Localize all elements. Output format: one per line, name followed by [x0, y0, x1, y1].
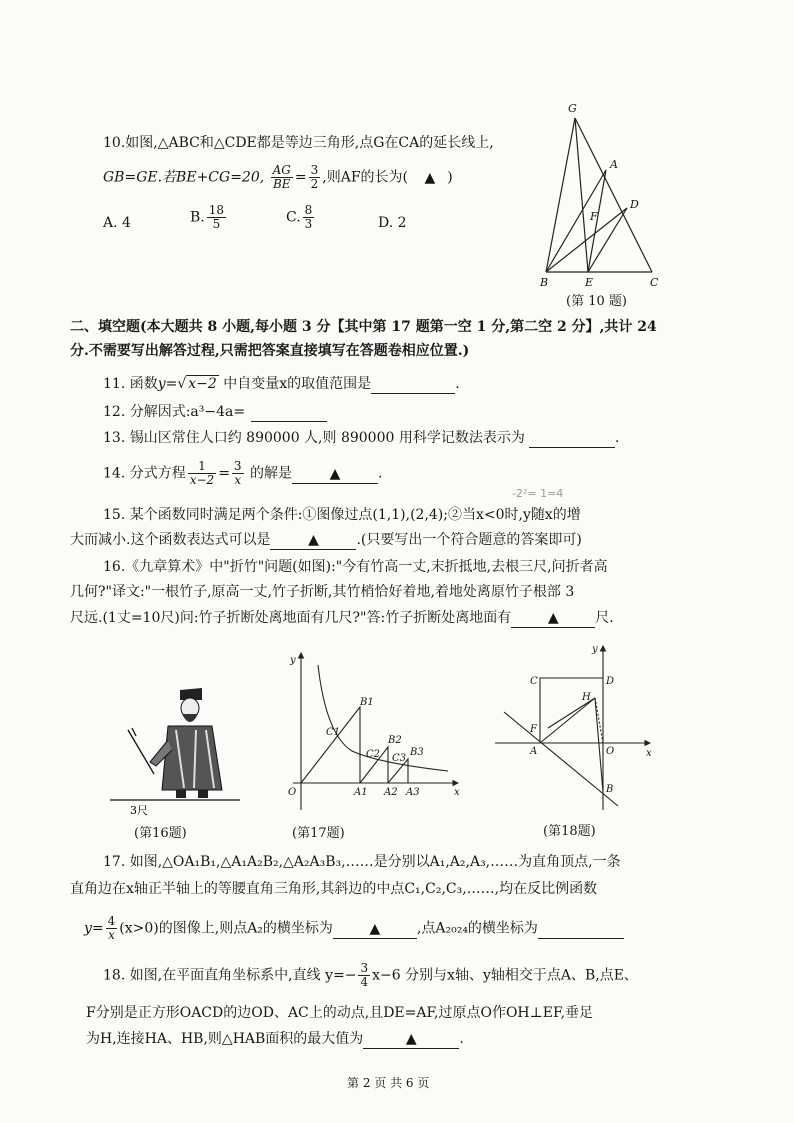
q14-pre: 14. 分式方程 [103, 465, 186, 482]
q10-eq: = [294, 169, 307, 186]
fig17-label-c3: C3 [392, 753, 407, 764]
q18-line1-a: 18. 如图,在平面直角坐标系中,直线 y=− [103, 967, 357, 984]
q16-answer-blank [511, 609, 595, 628]
q14-frac-left [188, 460, 216, 487]
q10-line2-a: GB=GE.若BE+CG=20, [103, 169, 265, 186]
q17-line3-b: ,点A₂₀₂₄的横坐标为 [416, 920, 538, 937]
q14-den2: x [234, 473, 242, 487]
q18-den: 4 [360, 975, 369, 989]
figure-17 [268, 645, 468, 815]
q15-answer-blank [270, 531, 356, 550]
q14-answer-blank [292, 465, 378, 484]
q10-line2 [103, 164, 453, 191]
q14-end: . [378, 465, 383, 482]
q11-answer-blank [371, 375, 455, 394]
q15-line2-b: .(只要写出一个符合题意的答案即可) [356, 532, 582, 548]
q10-fraction-ag-be [271, 164, 293, 191]
fig18-label-x: x [646, 748, 652, 759]
fig10-caption: (第 10 题) [566, 294, 627, 309]
q18-frac [358, 962, 370, 989]
q17-line2: 直角边在x轴正半轴上的等腰直角三角形,其斜边的中点C₁,C₂,C₃,……,均在反比例函数 [70, 881, 598, 897]
fig16-ground-label: 3尺 [130, 804, 148, 817]
q14-den1: x−2 [189, 473, 215, 487]
answer-marker: ▲ [424, 169, 436, 186]
q10-val-den: 2 [310, 177, 319, 191]
fig17-label-b3: B3 [410, 747, 424, 758]
q16-line1: 16.《九章算术》中"折竹"问题(如图):"今有竹高一丈,末折抵地,去根三尺,问折者高 [103, 559, 608, 575]
page-footer: 第 2 页 共 6 页 [347, 1076, 430, 1090]
q11-post: 中自变量x的取值范围是 [223, 376, 372, 392]
fig16-caption: (第16题) [134, 826, 187, 841]
q17-num: 4 [107, 914, 116, 928]
q17-line3 [84, 915, 624, 942]
q10-option-b-num: 18 [208, 203, 225, 217]
q18-line3 [86, 1030, 464, 1049]
q18-answer-blank [363, 1030, 459, 1049]
q10-line1: 10.如图,△ABC和△CDE都是等边三角形,点G在CA的延长线上, [103, 135, 494, 151]
q14-frac-right [232, 460, 244, 487]
answer-marker: ▲ [329, 465, 341, 482]
q12-answer-blank [251, 403, 327, 422]
figure-16-illustration [110, 670, 250, 820]
fig17-label-c2: C2 [366, 749, 381, 760]
q10-option-b-frac [207, 204, 226, 231]
figure-18 [490, 640, 665, 815]
q16-line3 [70, 609, 614, 628]
q17-frac [106, 915, 118, 942]
q10-frac-num: AG [272, 163, 291, 177]
q17-den: x [108, 928, 115, 942]
q14-eq: = [218, 465, 230, 482]
fig16-foot-right [198, 790, 208, 798]
q17-answer-blank-1 [333, 920, 417, 939]
fig17-label-b2: B2 [388, 735, 402, 746]
q16-line3-a: 尺远.(1丈=10尺)问:竹子折断处离地面有几尺?"答:竹子折断处离地面有 [70, 610, 512, 626]
answer-marker: ▲ [369, 920, 381, 937]
fig16-bamboo-pole [128, 730, 154, 774]
fig10-label-g: G [568, 102, 577, 115]
section2-title-line2: 分.不需要写出解答过程,只需把答案直接填写在答题卷相应位置.) [70, 343, 470, 359]
handwritten-scribble: -2²= 1=4 [512, 487, 564, 500]
q10-option-c [286, 204, 316, 231]
q14-num1: 1 [188, 460, 216, 474]
q10-line2-c: ) [447, 169, 453, 186]
fig17-label-x: x [454, 787, 460, 798]
fig17-triangle-1 [301, 707, 360, 783]
q13-text: 13. 锡山区常住人口约 890000 人,则 890000 用科学记数法表示为 [103, 430, 525, 446]
q13-answer-blank [529, 429, 615, 448]
q14 [103, 460, 382, 487]
q17-answer-blank-2 [538, 920, 624, 939]
fig17-label-y: y [290, 655, 296, 666]
figure-10 [530, 96, 680, 296]
fig18-line-oh [595, 698, 603, 743]
fig18-label-o: O [606, 746, 615, 757]
fig18-label-y: y [592, 644, 598, 655]
section2-title-line1: 二、填空题(本大题共 8 小题,每小题 3 分【其中第 17 题第一空 1 分,第二空 2 分】,共计 24 [70, 319, 657, 335]
fig18-label-c: C [530, 676, 538, 687]
q16-line3-b: 尺. [595, 610, 614, 626]
fig10-label-c: C [650, 276, 659, 289]
fig16-scholar [150, 688, 222, 798]
q15-line2-a: 大而减小.这个函数表达式可以是 [70, 532, 271, 548]
fig17-label-c1: C1 [326, 727, 341, 738]
q10-option-d: D. 2 [378, 215, 407, 231]
q10-val-num: 3 [310, 163, 319, 177]
answer-marker: ▲ [308, 532, 319, 548]
q11-func: y= [157, 376, 178, 392]
q11-radicand: x−2 [188, 376, 217, 392]
q10-option-c-den: 3 [304, 217, 313, 231]
q10-option-b-den: 5 [212, 217, 221, 231]
fig18-square [540, 678, 603, 743]
q10-frac-den: BE [272, 177, 291, 191]
fig18-label-d: D [606, 676, 615, 687]
q10-line2-b: ,则AF的长为( [322, 169, 409, 186]
fig10-label-d: D [630, 198, 639, 211]
q10-fraction-value [309, 164, 321, 191]
fig10-label-e: E [585, 276, 594, 289]
fig16-beard [182, 714, 198, 722]
q13 [103, 429, 619, 448]
q17-line1: 17. 如图,△OA₁B₁,△A₁A₂B₂,△A₂A₃B₃,……是分别以A₁,A₂,A₃,……为直角顶点,一条 [103, 854, 621, 870]
fig17-label-o: O [288, 787, 297, 798]
fig17-label-a3: A3 [406, 787, 420, 798]
fig18-label-a: A [530, 746, 538, 757]
fig10-label-f: F [590, 210, 598, 223]
q10-option-a: A. 4 [103, 215, 131, 231]
fig18-caption: (第18题) [543, 824, 596, 839]
fig17-label-b1: B1 [360, 697, 374, 708]
answer-marker: ▲ [405, 1031, 417, 1047]
q12 [103, 403, 327, 422]
fig10-line-gb [546, 118, 575, 272]
q18-line3-a: 为H,连接HA、HB,则△HAB面积的最大值为 [86, 1031, 364, 1047]
q17-line3-a: (x>0)的图像上,则点A₂的横坐标为 [119, 920, 333, 937]
q12-text: 12. 分解因式:a³−4a= [103, 404, 246, 420]
fig16-pole-tip [132, 728, 136, 736]
q18-line2: F分别是正方形OACD的边OD、AC上的动点,且DE=AF,过原点O作OH⊥EF,垂足 [86, 1005, 594, 1021]
fig18-line-ha [540, 698, 595, 743]
q18-num: 3 [360, 961, 369, 975]
q14-post: 的解是 [250, 465, 293, 482]
fig10-line-bd [546, 208, 627, 272]
fig18-label-b: B [606, 784, 614, 795]
q18-line3-b: . [459, 1031, 464, 1047]
q10-option-c-num: 8 [304, 203, 313, 217]
fig17-hyperbola [318, 665, 448, 771]
q15-line1: 15. 某个函数同时满足两个条件:①图像过点(1,1),(2,4);②当x<0时,y随x的增 [103, 507, 581, 523]
q18-line1 [103, 962, 638, 989]
fig18-label-f: F [530, 724, 537, 735]
q17-y: y= [84, 920, 104, 937]
q11: 11. 函数y=√ x−2 中自变量x的取值范围是 . [103, 376, 460, 392]
fig10-label-b: B [540, 276, 549, 289]
q11-end: . [455, 376, 460, 392]
q10-option-b-label: B. [190, 209, 205, 226]
q15-line2 [70, 531, 582, 550]
answer-marker: ▲ [547, 610, 559, 626]
q10-option-b [190, 204, 228, 231]
fig17-label-a1: A1 [354, 787, 368, 798]
q10-option-c-frac [303, 204, 315, 231]
q14-num2: 3 [233, 459, 242, 473]
q18-line1-b: x−6 分别与x轴、y轴相交于点A、B,点E、 [372, 967, 638, 984]
q10-option-c-label: C. [286, 209, 301, 226]
fig18-line-hb [595, 698, 603, 792]
fig18-label-h: H [582, 692, 591, 703]
fig17-caption: (第17题) [292, 826, 345, 841]
q13-end: . [614, 430, 620, 446]
q11-pre: 11. 函数 [103, 376, 158, 392]
fig17-label-a2: A2 [384, 787, 398, 798]
fig16-foot-left [176, 790, 186, 798]
fig10-label-a: A [610, 158, 618, 171]
q16-line2: 几何?"译文:"一根竹子,原高一丈,竹子折断,其竹梢恰好着地,着地处离原竹子根部 3 [70, 584, 575, 600]
